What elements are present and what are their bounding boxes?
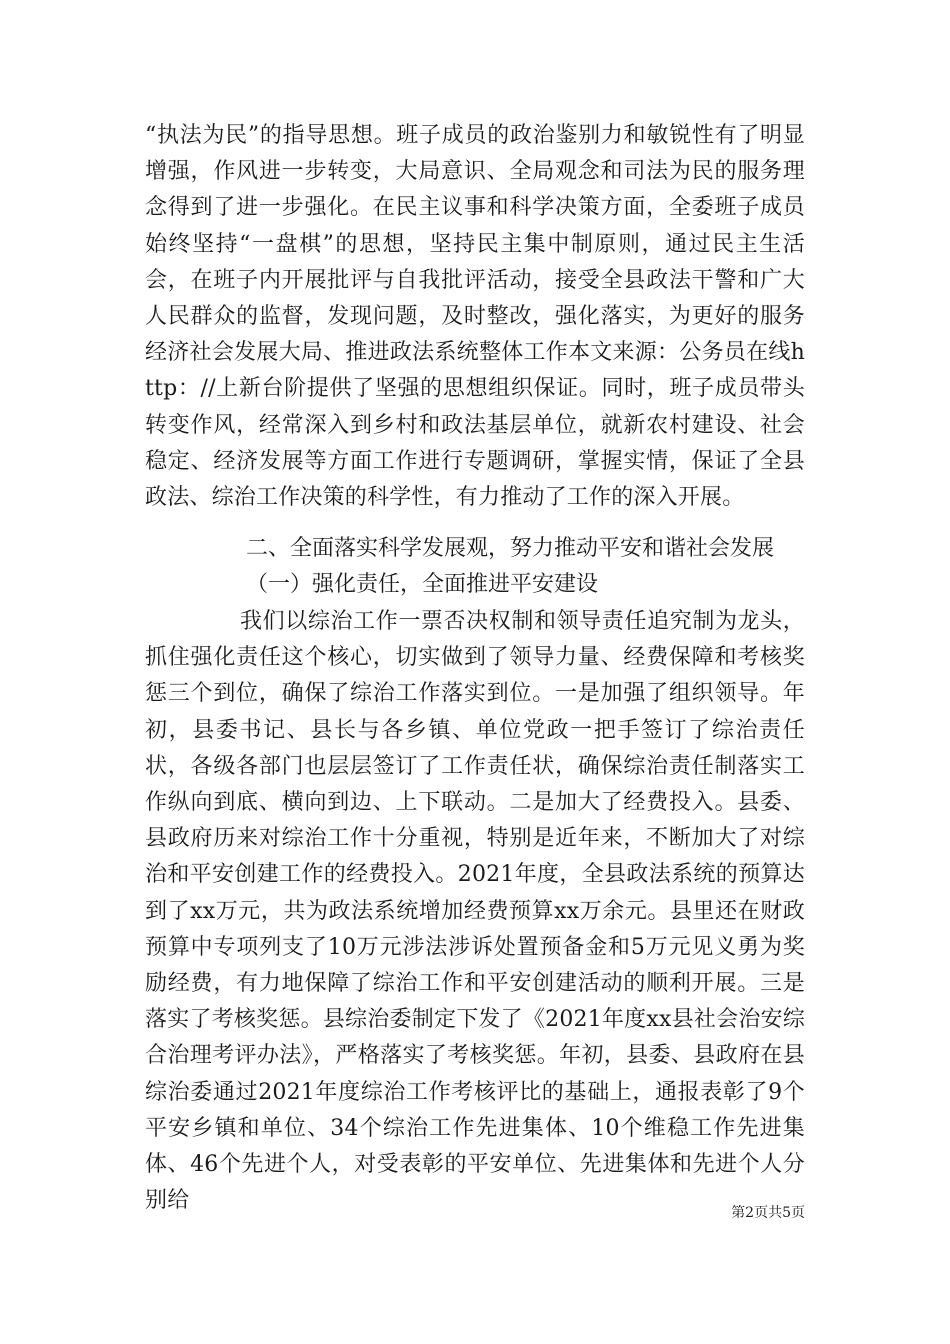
- section-heading: 二、全面落实科学发展观，努力推动平安和谐社会发展: [246, 536, 775, 561]
- page-number-footer: 第2页共5页: [731, 1205, 805, 1221]
- subsection-heading: （一）强化责任，全面推进平安建设: [246, 572, 599, 597]
- body-paragraph-1: “执法为民”的指导思想。班子成员的政治鉴别力和敏锐性有了明显增强，作风进一步转变，大局意识、全局观念和司法为民的服务理念得到了进一步强化。在民主议事和科学决策方面，全委班子成员始终坚持“一盘棋”的思想，坚持民主集中制原则，通过民主生活会，在班子内开展批评与自我批评活动，接受全县政法干警和广大人民群众的监督，发现问题，及时整改，强化落实，为更好的服务经济社会发展大局、推进政法系统整体工作本文来源：公务员在线http：//上新台阶提供了坚强的思想组织保证。同时，班子成员带头转变作风，经常深入到乡村和政法基层单位，就新农村建设、社会稳定、经济发展等方面工作进行专题调研，掌握实情，保证了全县政法、综治工作决策的科学性，有力推动了工作的深入开展。: [145, 123, 805, 511]
- body-paragraph-2: 我们以综治工作一票否决权制和领导责任追究制为龙头，抓住强化责任这个核心，切实做到了领导力量、经费保障和考核奖惩三个到位，确保了综治工作落实到位。一是加强了组织领导。年初，县委书记、县长与各乡镇、单位党政一把手签订了综治责任状，各级各部门也层层签订了工作责任状，确保综治责任制落实工作纵向到底、横向到边、上下联动。二是加大了经费投入。县委、县政府历来对综治工作十分重视，特别是近年来，不断加大了对综治和平安创建工作的经费投入。2021年度，全县政法系统的预算达到了xx万元，共为政法系统增加经费预算xx万余元。县里还在财政预算中专项列支了10万元涉法涉诉处置预备金和5万元见义勇为奖励经费，有力地保障了综治工作和平安创建活动的顺利开展。三是落实了考核奖惩。县综治委制定下发了《2021年度xx县社会治安综合治理考评办法》，严格落实了考核奖惩。年初，县委、县政府在县综治委通过2021年度综治工作考核评比的基础上，通报表彰了9个平安乡镇和单位、34个综治工作先进集体、10个维稳工作先进集体、46个先进个人，对受表彰的平安单位、先进集体和先进个人分别给: [145, 609, 805, 1214]
